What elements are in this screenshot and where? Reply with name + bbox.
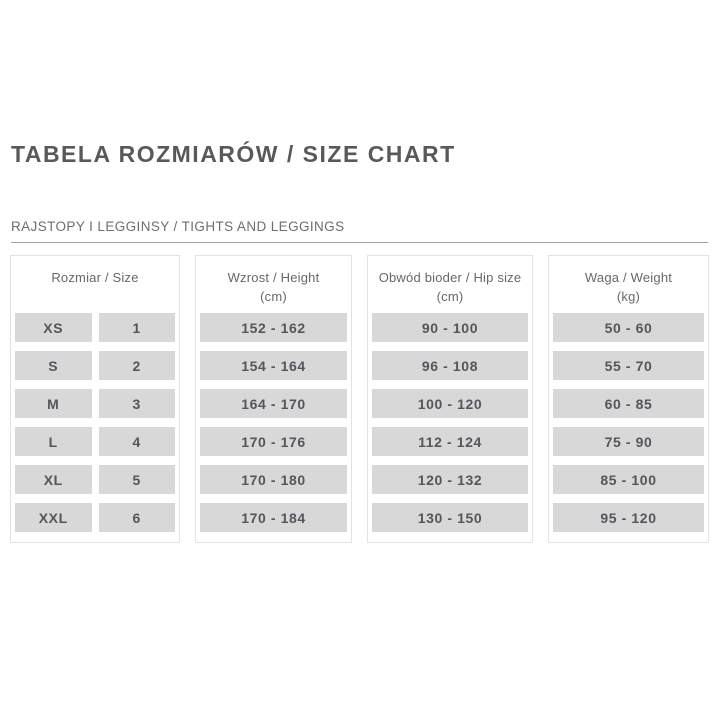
height-cell: 170 - 184 — [200, 503, 347, 532]
size-number-cell: 1 — [99, 313, 176, 342]
table-row — [200, 351, 347, 380]
weight-cell: 60 - 85 — [553, 389, 704, 418]
column-header-line1: Obwód bioder / Hip size — [378, 270, 522, 285]
table-row — [553, 389, 704, 418]
hip-cell: 90 - 100 — [372, 313, 528, 342]
column-header-line1: Rozmiar / Size — [51, 270, 139, 285]
size-cell: XL — [15, 465, 92, 494]
column-header-size — [15, 256, 175, 313]
column-header-line1: Wzrost / Height — [227, 270, 320, 285]
size-chart-table — [10, 255, 710, 543]
table-row — [553, 465, 704, 494]
table-row — [200, 503, 347, 532]
size-number-cell: 5 — [99, 465, 176, 494]
size-cell: L — [15, 427, 92, 456]
table-row — [200, 427, 347, 456]
column-height — [195, 255, 352, 543]
page-title: TABELA ROZMIARÓW / SIZE CHART — [11, 141, 456, 167]
table-row — [553, 503, 704, 532]
table-row — [372, 313, 528, 342]
height-cell: 152 - 162 — [200, 313, 347, 342]
size-cell: M — [15, 389, 92, 418]
height-cell: 170 - 180 — [200, 465, 347, 494]
table-row — [15, 427, 175, 456]
column-header-line2: (cm) — [436, 288, 464, 304]
table-row — [553, 351, 704, 380]
hip-cell: 100 - 120 — [372, 389, 528, 418]
table-row — [15, 389, 175, 418]
size-number-cell: 3 — [99, 389, 176, 418]
table-row — [200, 389, 347, 418]
weight-cell: 50 - 60 — [553, 313, 704, 342]
size-number-cell: 6 — [99, 503, 176, 532]
height-cell: 170 - 176 — [200, 427, 347, 456]
section-divider — [11, 242, 708, 243]
column-header-line2: (cm) — [260, 288, 287, 304]
column-header-weight — [553, 256, 704, 313]
table-row — [553, 313, 704, 342]
table-row — [15, 503, 175, 532]
column-header-hip — [372, 256, 528, 313]
table-row — [553, 427, 704, 456]
column-header-height — [200, 256, 347, 313]
table-row — [372, 465, 528, 494]
size-number-cell: 2 — [99, 351, 176, 380]
size-cell: XXL — [15, 503, 92, 532]
weight-cell: 95 - 120 — [553, 503, 704, 532]
column-hip — [367, 255, 533, 543]
column-weight — [548, 255, 709, 543]
weight-cell: 55 - 70 — [553, 351, 704, 380]
size-cell: XS — [15, 313, 92, 342]
size-cell: S — [15, 351, 92, 380]
hip-cell: 120 - 132 — [372, 465, 528, 494]
column-size — [10, 255, 180, 543]
section-subtitle: RAJSTOPY I LEGGINSY / TIGHTS AND LEGGINGS — [11, 219, 345, 234]
weight-cell: 75 - 90 — [553, 427, 704, 456]
table-row — [200, 465, 347, 494]
table-row — [372, 389, 528, 418]
table-row — [15, 465, 175, 494]
weight-cell: 85 - 100 — [553, 465, 704, 494]
table-row — [372, 427, 528, 456]
height-cell: 154 - 164 — [200, 351, 347, 380]
table-row — [372, 503, 528, 532]
size-number-cell: 4 — [99, 427, 176, 456]
height-cell: 164 - 170 — [200, 389, 347, 418]
column-header-line1: Waga / Weight — [584, 270, 673, 285]
table-row — [200, 313, 347, 342]
table-row — [372, 351, 528, 380]
column-header-line2: (kg) — [616, 288, 641, 304]
table-row — [15, 351, 175, 380]
hip-cell: 112 - 124 — [372, 427, 528, 456]
hip-cell: 96 - 108 — [372, 351, 528, 380]
hip-cell: 130 - 150 — [372, 503, 528, 532]
table-row — [15, 313, 175, 342]
